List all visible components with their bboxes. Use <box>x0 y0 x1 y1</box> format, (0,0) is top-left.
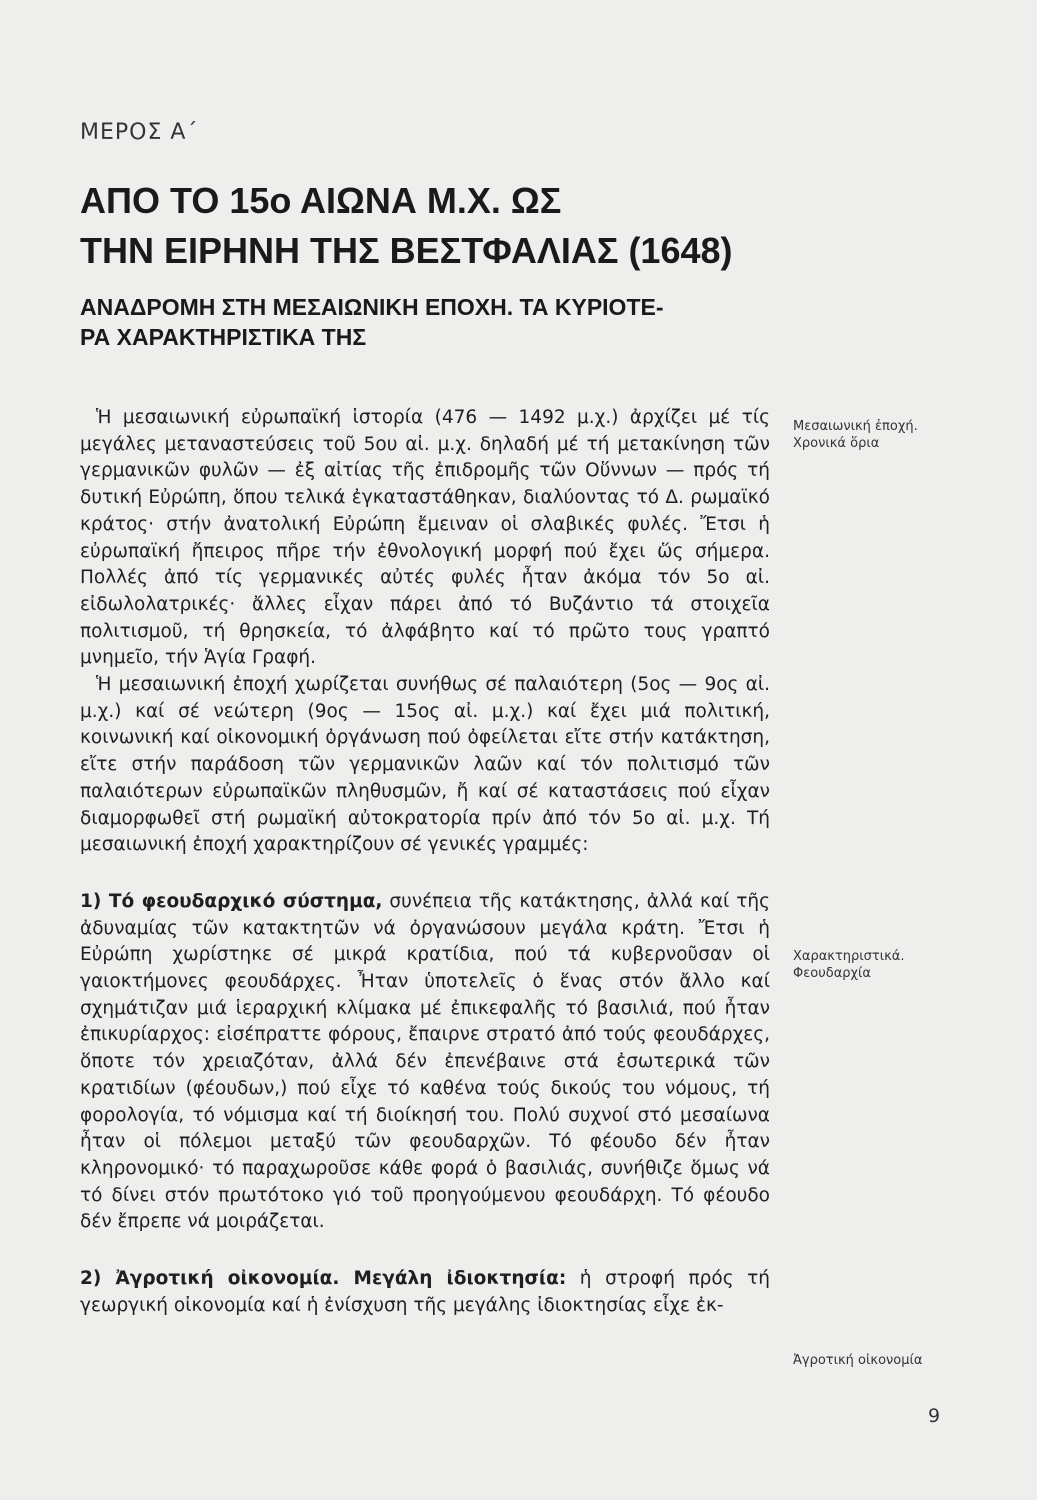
margin-note-medieval-era <box>793 418 973 452</box>
feudal-system-heading: 1) Τό φεουδαρχικό σύστημα, <box>80 890 383 912</box>
section-subtitle-line-1: ΑΝΑΔΡΟΜΗ ΣΤΗ ΜΕΣΑΙΩΝΙΚΗ ΕΠΟΧΗ. ΤΑ ΚΥΡΙΟΤΕ- <box>80 294 664 320</box>
paragraph-intro: Ἡ μεσαιωνική εὐρωπαϊκή ἱστορία (476 — 1492 μ.χ.) ἀρχίζει μέ τίς μεγάλες μεταναστεύσεις τοῦ 5ου αἰ. μ.χ. δηλαδή μέ τή μετακίνηση τῶν γερμανικῶν φυλῶν — ἐξ αἰτίας τῆς ἐπιδρομῆς τῶν Οὕννων — πρός τή δυτική Εὐρώπη, ὅπου τελικά ἐγκαταστάθηκαν, διαλύοντας τό Δ. ρωμαϊκό κράτος· στήν ἀνατολική Εὐρώπη ἔμειναν οἱ σλαβικές φυλές. Ἔτσι ἡ εὐρωπαϊκή ἤπειρος πῆρε τήν ἐθνολογική μορφή πού ἔχει ὥς σήμερα. Πολλές ἀπό τίς γερμανικές αὐτές φυλές ἦταν ἀκόμα τόν 5ο αἰ. εἰδωλολατρικές· ἄλλες εἶχαν πάρει ἀπό τό Βυζάντιο τά στοιχεῖα πολιτισμοῦ, τή θρησκεία, τό ἀλφάβητο καί τό πρῶτο τους γραπτό μνημεῖο, τήν Ἁγία Γραφή. <box>80 407 770 669</box>
section-subtitle <box>80 292 780 352</box>
agrarian-economy-text: ἡ στροφή πρός τή γεωργική οἰκονομία καί ἡ ἐνίσχυση τῆς μεγάλης ἰδιοκτησίας εἶχε ἐκ- <box>80 1268 770 1316</box>
margin-note-agrarian-economy: Ἀγροτική οἰκονομία <box>793 1353 923 1368</box>
paragraph-periods: Ἡ μεσαιωνική ἐποχή χωρίζεται συνήθως σέ παλαιότερη (5ος — 9ος αἰ. μ.χ.) καί σέ νεώτερη (9ος — 15ος αἰ. μ.χ.) καί ἔχει μιά πολιτική, κοινωνική καί οἰκονομική ὀργάνωση πού ὀφείλεται εἴτε στήν κατάκτηση, εἴτε στήν παράδοση τῶν γερμανικῶν λαῶν καί τόν πολιτισμό τῶν παλαιότερων εὐρωπαϊκῶν πληθυσμῶν, ἤ καί σέ καταστάσεις πού εἶχαν διαμορφωθεῖ στή ρωμαϊκή αὐτοκρατορία πρίν ἀπό τόν 5ο αἰ. μ.χ. Τή μεσαιωνική ἐποχή χαρακτηρίζουν σέ γενικές γραμμές: <box>80 674 770 856</box>
section-subtitle-line-2: ΡΑ ΧΑΡΑΚΤΗΡΙΣΤΙΚΑ ΤΗΣ <box>80 324 367 350</box>
part-label: ΜΕΡΟΣ Α΄ <box>80 120 199 145</box>
feudal-system-section <box>80 889 770 1236</box>
margin-note-line: Χαρακτηριστικά. <box>793 949 905 964</box>
chapter-title-line-1: ΑΠΟ ΤΟ 15ο ΑΙΩΝΑ Μ.Χ. ΩΣ <box>80 180 562 221</box>
page-number: 9 <box>928 1405 941 1427</box>
margin-note-feudalism <box>793 948 973 982</box>
margin-note-line: Φεουδαρχία <box>793 966 871 981</box>
margin-note-line: Χρονικά ὅρια <box>793 436 880 451</box>
chapter-title-line-2: ΤΗΝ ΕΙΡΗΝΗ ΤΗΣ ΒΕΣΤΦΑΛΙΑΣ (1648) <box>80 230 733 271</box>
body-text <box>80 405 770 1320</box>
agrarian-economy-heading: 2) Ἀγροτική οἰκονομία. Μεγάλη ἰδιοκτησία: <box>80 1268 567 1290</box>
chapter-title <box>80 176 800 276</box>
margin-note-line: Μεσαιωνική ἐποχή. <box>793 419 918 434</box>
feudal-system-text: συνέπεια τῆς κατάκτησης, ἀλλά καί τῆς ἀδυναμίας τῶν κατακτητῶν νά ὀργανώσουν μεγάλα κράτη. Ἔτσι ἡ Εὐρώπη χωρίστηκε σέ μικρά κρατίδια, πού τά κυβερνοῦσαν οἱ γαιοκτήμονες φεουδάρχες. Ἦταν ὑποτελεῖς ὁ ἕνας στόν ἄλλο καί σχημάτιζαν μιά ἱεραρχική κλίμακα μέ ἐπικεφαλῆς τό βασιλιά, πού ἦταν ἐπικυρίαρχος: εἰσέπραττε φόρους, ἔπαιρνε στρατό ἀπό τούς φεουδάρχες, ὅποτε τόν χρειαζόταν, ἀλλά δέν ἐπενέβαινε στά ἐσωτερικά τῶν κρατιδίων (φέουδων,) πού εἶχε τό καθένα τούς δικούς του νόμους, τή φορολογία, τό νόμισμα καί τή διοίκησή του. Πολύ συχνοί στό μεσαίωνα ἦταν οἱ πόλεμοι μεταξύ τῶν φεουδαρχῶν. Τό φέουδο δέν ἦταν κληρονομικό· τό παραχωροῦσε κάθε φορά ὁ βασιλιάς, συνήθιζε ὅμως νά τό δίνει στόν πρωτότοκο γιό τοῦ προηγούμενου φεουδάρχη. Τό φέουδο δέν ἔπρεπε νά μοιράζεται. <box>80 890 770 1233</box>
agrarian-economy-section <box>80 1266 770 1319</box>
